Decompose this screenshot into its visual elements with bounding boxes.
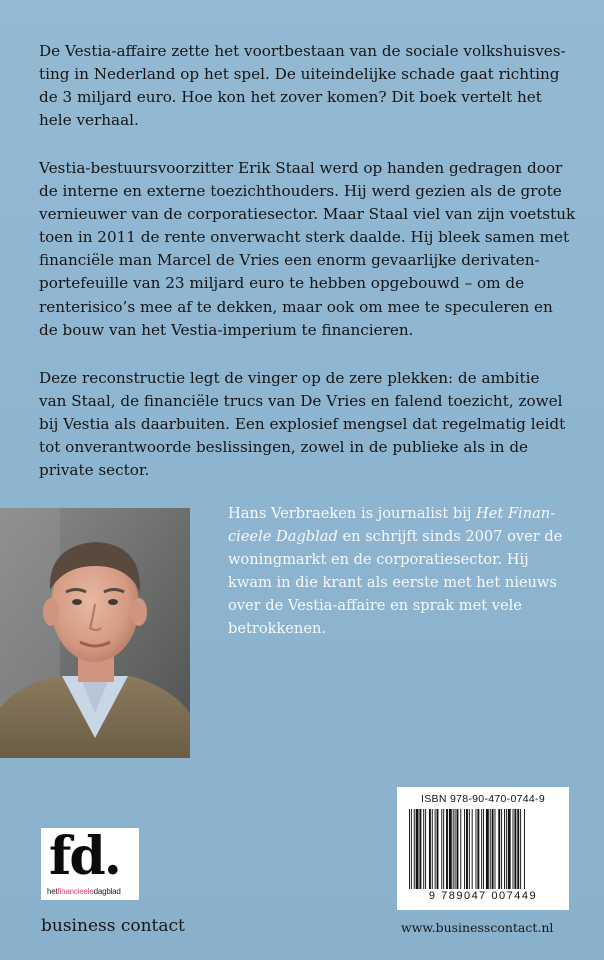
newspaper-name: Het Finan- [476,505,556,522]
barcode-bar [501,809,502,889]
bio-line-2 [228,525,588,548]
barcode-bar [517,809,519,889]
blurb-line: financiële man Marcel de Vries een enorm gevaarlijke derivaten- [39,251,540,270]
publisher-website: www.businesscontact.nl [401,920,554,935]
blurb-line: De Vestia-affaire zette het voortbestaan van de sociale volkshuisves- [39,42,566,60]
barcode-bar [443,809,444,889]
barcode-bar [514,809,516,889]
bio-line-1 [228,502,588,525]
barcode-bars [409,809,557,889]
blurb-line: Deze reconstructie legt de vinger op de zere plekken: de ambitie [39,369,540,387]
barcode-bar [495,809,496,889]
barcode-bar [464,809,465,889]
fd-logo [41,828,139,900]
barcode-bar [476,809,477,889]
barcode-bar [432,809,433,889]
fd-logo-sub-part: financieele [57,887,94,896]
newspaper-name: cieele Dagblad [228,528,338,545]
barcode-bar [504,809,505,889]
author-photo [0,508,190,758]
blurb-line: renterisico’s mee af te dekken, maar ook om mee te speculeren en [39,297,553,316]
barcode-bar [490,809,491,889]
blurb-line: portefeuille van 23 miljard euro te hebben opgebouwd – om de [39,274,525,293]
barcode-box [397,787,569,910]
barcode-bar [481,809,482,889]
barcode-bar [423,809,424,889]
barcode-bar [492,809,494,889]
fd-logo-sub-part: dagblad [93,887,121,896]
bio-text: Hans Verbraeken is journalist bij [228,505,477,522]
barcode-bar [513,809,514,889]
barcode-bar [483,809,484,889]
blurb-line: toen in 2011 de rente onverwacht sterk daalde. Hij bleek samen met [39,228,570,247]
blurb-line: hele verhaal. [39,111,139,130]
fd-logo-subtitle [47,887,121,896]
barcode-bar [477,809,479,889]
barcode-bar [437,809,439,889]
barcode-bar [453,809,454,889]
isbn-label: ISBN 978-90-470-0744-9 [421,793,545,805]
barcode-bar [520,809,521,889]
blurb-paragraph-3 [39,367,569,482]
blurb-line: ting in Nederland op het spel. De uiteindelijke schade gaat richting [39,65,560,84]
barcode-bar [466,809,468,889]
barcode-bar [472,809,473,889]
barcode-bar [416,809,419,889]
barcode-bar [460,809,461,889]
author-bio [228,502,588,640]
barcode-bar [457,809,459,889]
barcode-digits: 9 789047 007449 [428,890,538,902]
blurb-line: vernieuwer van de corporatiesector. Maar Staal viel van zijn voetstuk [39,205,576,224]
publisher-name: business contact [41,916,185,936]
blurb-paragraph-1 [39,40,569,132]
barcode-bar [455,809,456,889]
blurb-line: de bouw van het Vestia-imperium te financieren. [39,320,414,339]
blurb-line: tot onverantwoorde beslissingen, zowel in de publieke als in de [39,438,529,457]
blurb-line: van Staal, de financiële trucs van De Vries en falend toezicht, zowel [39,392,563,411]
fd-logo-sub-part: het [47,887,58,896]
barcode-bar [469,809,470,889]
bio-line-6: betrokkenen. [228,620,327,637]
barcode-bar [498,809,500,889]
blurb-line: Vestia-bestuursvoorzitter Erik Staal werd op handen gedragen door [39,159,563,177]
bio-line-3: woningmarkt en de corporatiesector. Hij [228,551,529,568]
barcode-bar [506,809,507,889]
barcode-bar [409,809,410,889]
blurb-line: de interne en externe toezichthouders. Hij werd gezien als de grote [39,182,562,201]
bio-line-5: over de Vestia-affaire en sprak met vele [228,597,522,614]
blurb-line: bij Vestia als daarbuiten. Een explosief mengsel dat regelmatig leidt [39,415,566,434]
barcode-bar [486,809,489,889]
barcode-bar [429,809,431,889]
blurb-paragraph-2 [39,157,576,342]
blurb-line: de 3 miljard euro. Hoe kon het zover komen? Dit boek vertelt het [39,88,542,107]
barcode-bar [524,809,525,889]
bio-line-4: kwam in die krant als eerste met het nieuws [228,574,557,591]
barcode-bar [425,809,426,889]
barcode-bar [414,809,415,889]
barcode-bar [446,809,448,889]
barcode-bar [449,809,452,889]
barcode-bar [435,809,436,889]
barcode-bar [411,809,412,889]
fd-logo-mark: fd. [49,826,120,887]
barcode-bar [508,809,511,889]
bio-text: en schrijft sinds 2007 over de [337,528,563,545]
barcode-bar [441,809,442,889]
blurb-line: private sector. [39,461,150,480]
barcode-bar [419,809,421,889]
